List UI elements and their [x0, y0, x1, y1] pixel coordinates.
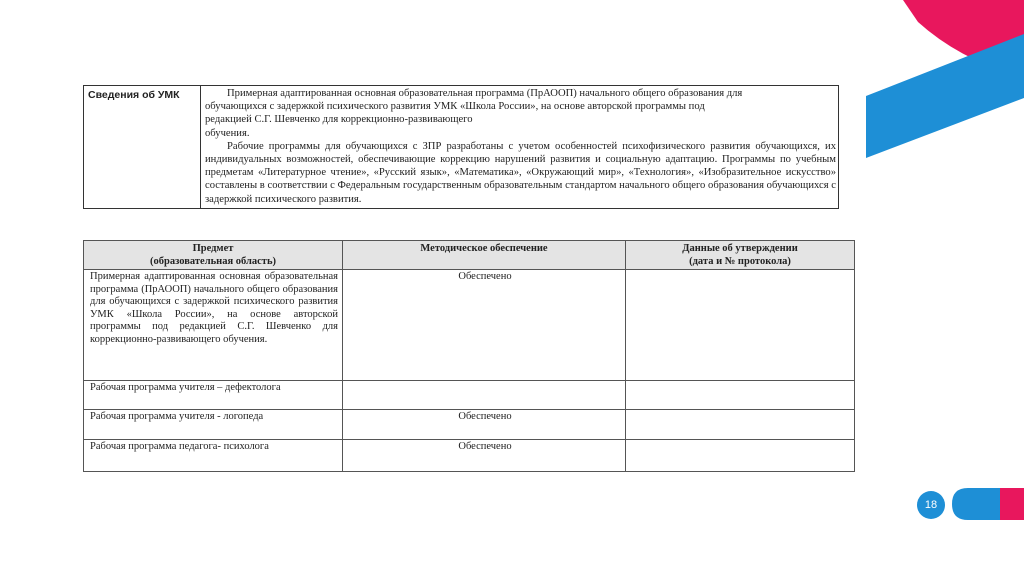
umk-info-table — [83, 85, 839, 209]
subject-cell: Рабочая программа учителя - логопеда — [84, 410, 343, 440]
table-row — [84, 381, 855, 410]
table-header-row — [84, 241, 855, 270]
umk-para1-line3: редакцией С.Г. Шевченко для коррекционно-развивающего — [205, 114, 473, 126]
subject-cell: Примерная адаптированная основная образовательная программа (ПрАООП) начального общего образования для обучающихся с задержкой психического развития УМК «Школа России», на основе авторской программы под редакцией С.Г. Шевченко для коррекционно-развивающего обучения. — [84, 270, 343, 381]
header-approval-line2: (дата и № протокола) — [689, 256, 791, 267]
blue-stripe-shape — [866, 34, 1024, 158]
table-row — [84, 440, 855, 472]
umk-para1-line2: обучающихся с задержкой психического развития УМК «Школа России», на основе авторской программы под — [205, 101, 705, 113]
umk-para1-line4: обучения. — [205, 127, 250, 139]
subjects-table — [83, 240, 855, 472]
table-row — [84, 270, 855, 381]
method-cell: Обеспечено — [343, 270, 626, 381]
approval-cell — [626, 440, 855, 472]
approval-cell — [626, 410, 855, 440]
header-subject — [84, 241, 343, 270]
approval-cell — [626, 381, 855, 410]
subject-cell: Рабочая программа педагога- психолога — [84, 440, 343, 472]
subject-cell: Рабочая программа учителя – дефектолога — [84, 381, 343, 410]
header-approval-line1: Данные об утверждении — [682, 243, 798, 254]
header-method: Методическое обеспечение — [343, 241, 626, 270]
header-subject-line1: Предмет — [192, 243, 234, 254]
method-cell: Обеспечено — [343, 440, 626, 472]
umk-para2: Рабочие программы для обучающихся с ЗПР разработаны с учетом особенностей психофизического развития обучающихся, их индивидуальных возможностей, обеспечивающие коррекцию нарушений развития и социальную адаптацию. Программы по учебным предметам «Литературное чтение», «Русский язык», «Математика», «Окружающий мир», «Технология», «Изобразительное искусство» составлены в соответствии с Федеральным государственным образовательным стандартом начального общего образования обучающихся с задержкой психического развития. — [205, 140, 836, 205]
header-approval — [626, 241, 855, 270]
header-subject-line2: (образовательная область) — [150, 256, 276, 267]
table-row — [84, 410, 855, 440]
approval-cell — [626, 270, 855, 381]
method-cell: Обеспечено — [343, 410, 626, 440]
umk-para1-line1: Примерная адаптированная основная образовательная программа (ПрАООП) начального общего образования для — [227, 88, 743, 99]
umk-label: Сведения об УМК — [84, 86, 201, 209]
umk-description — [201, 86, 839, 209]
pink-bottom-tab-shape — [1000, 488, 1024, 520]
method-cell — [343, 381, 626, 410]
page-number-badge: 18 — [917, 491, 945, 519]
